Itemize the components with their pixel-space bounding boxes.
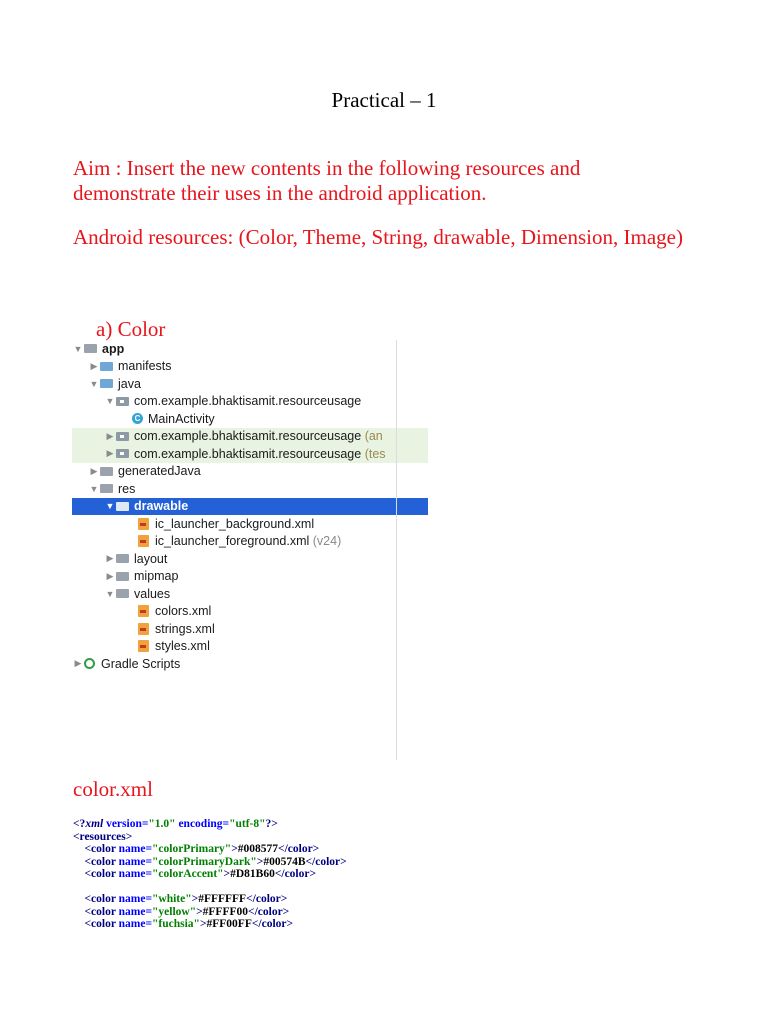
code-line-resources: <resources> xyxy=(73,830,133,843)
folder-icon xyxy=(116,589,129,598)
tree-item-label: res xyxy=(118,481,136,496)
tree-item-label: com.example.bhaktisamit.resourceusage xyxy=(134,429,362,444)
tree-item-package-test[interactable] xyxy=(72,445,428,463)
tree-item-ic-launcher-foreground[interactable] xyxy=(72,533,462,551)
aim-paragraph: Aim : Insert the new contents in the following resources and demonstrate their uses in the android application. xyxy=(73,156,581,205)
tree-item-label: mipmap xyxy=(134,569,179,584)
collapsed-arrow-icon[interactable]: ▶ xyxy=(106,553,114,564)
tree-item-label: com.example.bhaktisamit.resourceusage xyxy=(134,394,362,409)
tree-item-hint: (tes xyxy=(364,446,386,461)
collapsed-arrow-icon[interactable]: ▶ xyxy=(106,448,114,459)
tree-item-layout[interactable] xyxy=(72,550,428,568)
folder-icon xyxy=(116,502,129,511)
tree-item-mainactivity[interactable] xyxy=(72,410,456,428)
tree-item-strings-xml[interactable] xyxy=(72,620,462,638)
tree-item-gradle-scripts[interactable] xyxy=(72,655,396,673)
xml-file-icon xyxy=(138,605,149,617)
code-line-declaration: <?xml version="1.0" encoding="utf-8"?> xyxy=(73,818,278,830)
collapsed-arrow-icon[interactable]: ▶ xyxy=(106,570,114,581)
tree-item-package-main[interactable] xyxy=(72,393,428,411)
color-xml-heading: color.xml xyxy=(73,777,153,801)
expanded-arrow-icon[interactable]: ▼ xyxy=(89,483,99,494)
code-line-color: <color name="colorAccent">#D81B60</color> xyxy=(84,868,317,880)
tree-item-label: app xyxy=(102,341,125,356)
tree-item-label: generatedJava xyxy=(118,464,201,479)
tree-item-label: manifests xyxy=(118,359,172,374)
code-line-color: <color name="colorPrimaryDark">#00574B</color> xyxy=(84,855,347,868)
code-line-color: <color name="yellow">#FFFF00</color> xyxy=(84,905,290,918)
collapsed-arrow-icon[interactable]: ▶ xyxy=(74,658,82,669)
collapsed-arrow-icon[interactable]: ▶ xyxy=(90,360,98,371)
xml-file-icon xyxy=(138,623,149,635)
expanded-arrow-icon[interactable]: ▼ xyxy=(105,588,115,599)
tree-item-label: values xyxy=(134,586,171,601)
tree-item-label: Gradle Scripts xyxy=(101,656,181,671)
xml-file-icon xyxy=(138,535,149,547)
tree-item-package-androidtest[interactable] xyxy=(72,428,428,446)
tree-item-label: layout xyxy=(134,551,168,566)
folder-icon xyxy=(116,554,129,563)
tree-item-hint: (v24) xyxy=(312,534,342,549)
section-a-heading: a) Color xyxy=(96,317,166,341)
package-icon xyxy=(116,397,129,406)
folder-icon xyxy=(116,572,129,581)
class-icon: C xyxy=(132,413,143,424)
tree-item-label: com.example.bhaktisamit.resourceusage xyxy=(134,446,362,461)
tree-item-ic-launcher-background[interactable] xyxy=(72,515,462,533)
collapsed-arrow-icon[interactable]: ▶ xyxy=(106,430,114,441)
folder-icon xyxy=(100,379,113,388)
code-line-color: <color name="colorPrimary">#008577</color> xyxy=(84,843,320,855)
gradle-icon xyxy=(84,658,95,669)
color-xml-code xyxy=(73,818,347,931)
tree-item-label: ic_launcher_background.xml xyxy=(155,516,315,531)
tree-item-colors-xml[interactable] xyxy=(72,603,462,621)
expanded-arrow-icon[interactable]: ▼ xyxy=(105,396,115,407)
package-icon xyxy=(116,432,129,441)
res-folder-icon xyxy=(100,484,113,493)
expanded-arrow-icon[interactable]: ▼ xyxy=(105,501,115,512)
code-line-color: <color name="white">#FFFFFF</color> xyxy=(84,893,288,905)
tree-item-label: styles.xml xyxy=(155,639,210,654)
tree-item-styles-xml[interactable] xyxy=(72,638,462,656)
folder-icon xyxy=(100,467,113,476)
tree-item-java[interactable] xyxy=(72,375,412,393)
collapsed-arrow-icon[interactable]: ▶ xyxy=(90,465,98,476)
tree-item-mipmap[interactable] xyxy=(72,568,428,586)
tree-item-label: colors.xml xyxy=(155,604,212,619)
tree-item-label: drawable xyxy=(134,499,189,514)
tree-item-hint: (an xyxy=(364,429,383,444)
code-line-blank xyxy=(73,881,347,894)
expanded-arrow-icon[interactable]: ▼ xyxy=(89,378,99,389)
tree-item-res[interactable] xyxy=(72,480,412,498)
tree-item-manifests[interactable] xyxy=(72,358,412,376)
package-icon xyxy=(116,449,129,458)
project-tree xyxy=(72,340,396,760)
tree-item-values[interactable] xyxy=(72,585,428,603)
tree-item-label: ic_launcher_foreground.xml xyxy=(155,534,310,549)
tree-item-generatedjava[interactable] xyxy=(72,463,412,481)
tree-item-label: MainActivity xyxy=(148,411,215,426)
tree-item-app[interactable] xyxy=(72,340,396,358)
module-folder-icon xyxy=(84,344,97,353)
expanded-arrow-icon[interactable]: ▼ xyxy=(73,343,83,354)
tree-item-label: strings.xml xyxy=(155,621,215,636)
xml-file-icon xyxy=(138,640,149,652)
tree-panel-border xyxy=(396,340,397,760)
folder-icon xyxy=(100,362,113,371)
code-line-color: <color name="fuchsia">#FF00FF</color> xyxy=(84,918,294,930)
resources-paragraph: Android resources: (Color, Theme, String, drawable, Dimension, Image) xyxy=(73,225,683,249)
page-title: Practical – 1 xyxy=(331,88,437,112)
xml-file-icon xyxy=(138,518,149,530)
tree-item-drawable[interactable] xyxy=(72,498,428,516)
tree-item-label: java xyxy=(118,376,141,391)
